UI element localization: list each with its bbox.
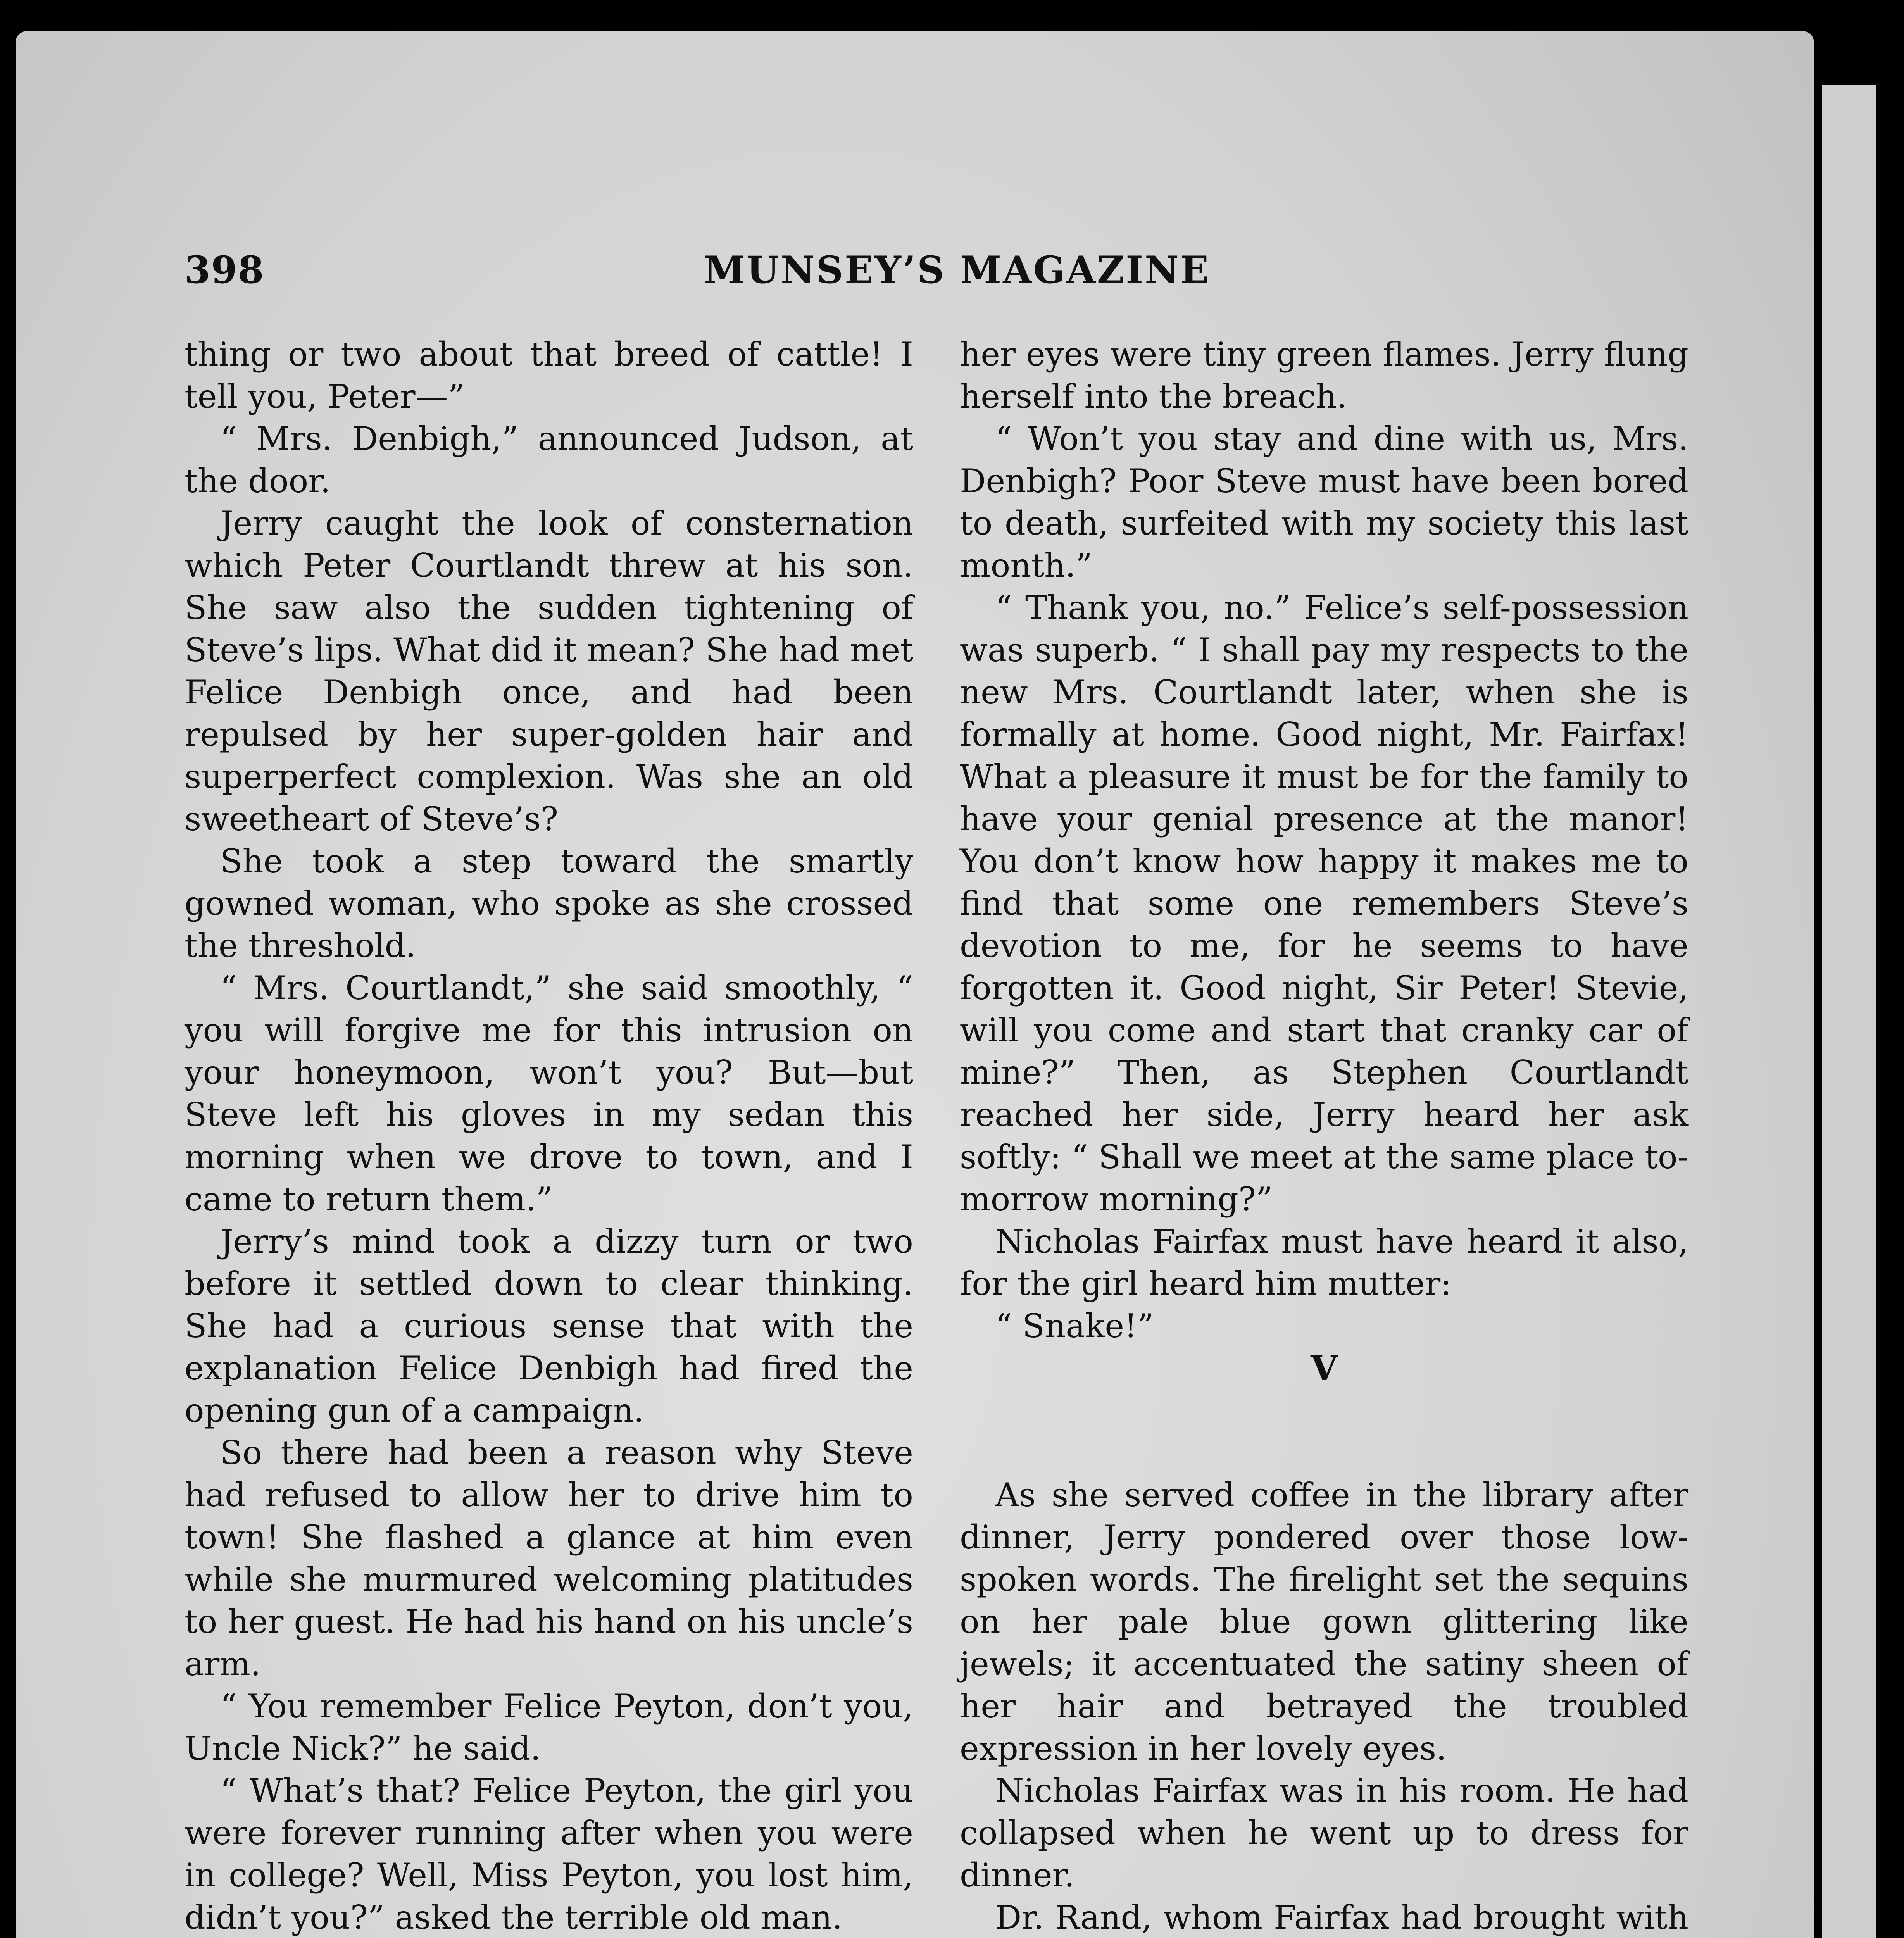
facing-page-edge: [1822, 85, 1876, 1938]
page-number: 398: [185, 248, 265, 292]
paragraph: thing or two about that breed of cattle! I tell you, Peter—”: [185, 335, 913, 416]
paragraph: “ Snake!”: [995, 1307, 1154, 1345]
paragraph: “ Mrs. Courtlandt,” she said smoothly, “ you will forgive me for this intrusion on your honeymoon, won’t you? But—but Steve left his gloves in my sedan this morning when we drove to town, and I came to return them.”: [185, 969, 913, 1218]
paragraph: her eyes were tiny green flames. Jerry flung herself into the breach.: [960, 335, 1688, 416]
right-column-before-section: [960, 333, 1688, 1347]
paragraph: Jerry caught the look of consternation which Peter Courtlandt threw at his son. She saw also the sudden tightening of Steve’s lips. What did it mean? She had met Felice Denbigh once, and had been repulsed by her super-golden hair and superperfect complexion. Was she an old sweetheart of Steve’s?: [185, 504, 913, 838]
page-header: [185, 229, 1688, 306]
paragraph: So there had been a reason why Steve had refused to allow her to drive him to town! She flashed a glance at him even while she murmured welcoming platitudes to her guest. He had his hand on his uncle’s arm.: [185, 1434, 913, 1683]
section-number: V: [1311, 1348, 1338, 1389]
running-head: MUNSEY’S MAGAZINE: [704, 248, 1211, 292]
paragraph: She took a step toward the smartly gowned woman, who spoke as she crossed the threshold.: [185, 842, 913, 965]
paragraph: Dr. Rand, whom Fairfax had brought with: [995, 1898, 1688, 1936]
paragraph: As she served coffee in the library after dinner, Jerry pondered over those low-spoken words. The firelight set the sequins on her pale blue gown glittering like jewels; it accentuated the satiny sheen of her hair and betrayed the troubled expression in her lovely eyes.: [960, 1476, 1688, 1767]
paragraph: Nicholas Fairfax must have heard it also, for the girl heard him mutter:: [960, 1222, 1688, 1303]
paragraph: “ Mrs. Denbigh,” announced Judson, at the door.: [185, 420, 913, 500]
right-text-column: [960, 333, 1688, 1938]
paragraph: “ Won’t you stay and dine with us, Mrs. Denbigh? Poor Steve must have been bored to death, surfeited with my society this last month.”: [960, 420, 1688, 585]
paragraph: “ You remember Felice Peyton, don’t you, Uncle Nick?” he said.: [185, 1687, 913, 1767]
paragraph: “ Thank you, no.” Felice’s self-possession was superb. “ I shall pay my respects to the new Mrs. Courtlandt later, when she is formally at home. Good night, Mr. Fairfax! What a pleasure it must be for the family to have your genial presence at the manor! You don’t know how happy it makes me to find that some one remembers Steve’s devotion to me, for he seems to have forgotten it. Good night, Sir Peter! Stevie, will you come and start that cranky car of mine?” Then, as Stephen Courtlandt reached her side, Jerry heard her ask softly: “ Shall we meet at the same place to-morrow morning?”: [960, 589, 1688, 1218]
paragraph: “ What’s that? Felice Peyton, the girl you were forever running after when you were in college? Well, Miss Peyton, you lost him, didn’t you?” asked the terrible old man.: [185, 1772, 913, 1936]
right-column-after-section: [960, 1474, 1688, 1938]
left-text-column: [185, 333, 913, 1938]
paragraph: Nicholas Fairfax was in his room. He had collapsed when he went up to dress for dinner.: [960, 1772, 1688, 1894]
paragraph: Jerry’s mind took a dizzy turn or two before it settled down to clear thinking. She had a curious sense that with the explanation Felice Denbigh had fired the opening gun of a campaign.: [185, 1222, 913, 1429]
